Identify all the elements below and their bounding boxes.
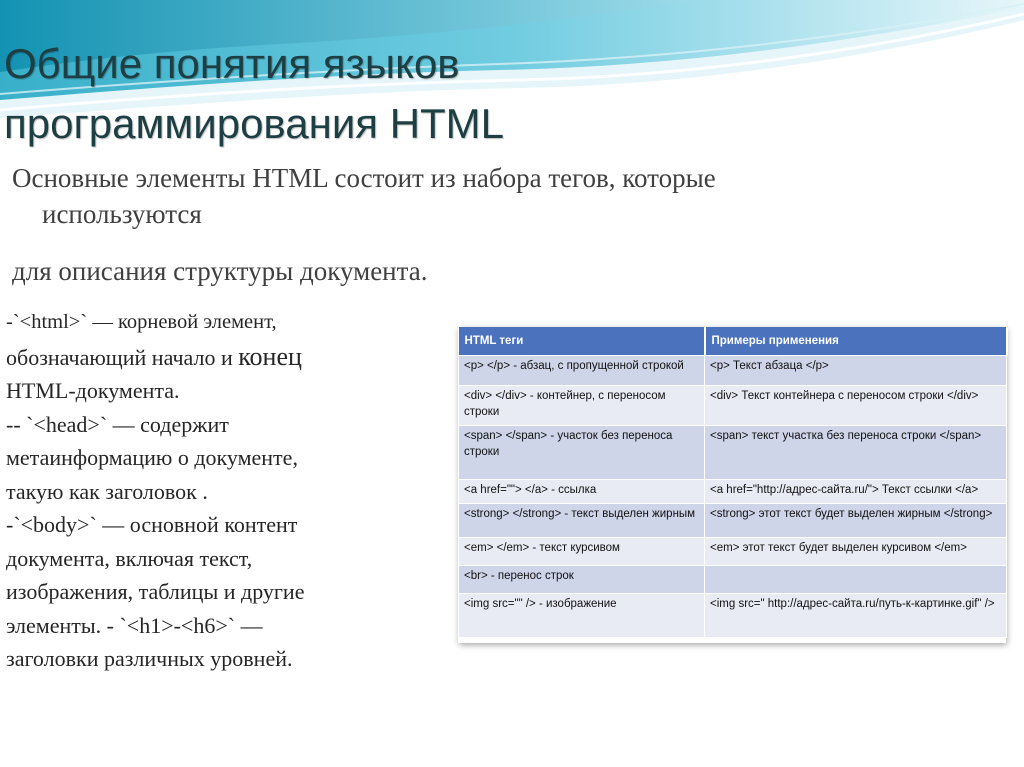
title-line-1: Общие понятия языков (4, 40, 460, 87)
table-cell: <div> </div> - контейнер, с переносом строки (459, 386, 705, 426)
body-line: такую как заголовок . (6, 478, 208, 504)
body-line: HTML-документа. (6, 378, 180, 403)
column-header: Примеры применения (705, 327, 1007, 356)
table-cell: <strong> этот текст будет выделен жирным </strong> (705, 504, 1007, 538)
table-cell: <a href=""> </a> - ссылка (459, 480, 705, 504)
table-cell: <br> - перенос строк (459, 566, 705, 594)
table-cell: <img src=" http://адрес-сайта.ru/путь-к-картинке.gif" /> (705, 594, 1007, 638)
intro-line-1: Основные элементы HTML состоит из набора тегов, которые (12, 163, 716, 193)
table-cell: <span> </span> - участок без переноса строки (459, 426, 705, 480)
body-line: заголовки различных уровней. (6, 646, 293, 671)
column-header: HTML теги (459, 327, 705, 356)
table-row (459, 594, 1007, 638)
intro-paragraph (12, 160, 972, 289)
body-line: документа, включая текст, (6, 545, 253, 571)
body-line: элементы. - `<h1>-<h6>` — (6, 612, 263, 638)
table-cell: <span> текст участка без переноса строки </span> (705, 426, 1007, 480)
html-tags-table (458, 327, 1006, 643)
slide-title (4, 34, 724, 154)
table-cell: <p> </p> - абзац, с пропущенной строкой (459, 356, 705, 386)
table-cell: <div> Текст контейнера с переносом строки </div> (705, 386, 1007, 426)
table-cell: <em> </em> - текст курсивом (459, 538, 705, 566)
title-line-2: программирования HTML (4, 100, 505, 147)
body-line: метаинформацию о документе, (6, 445, 298, 470)
table-row (459, 480, 1007, 504)
table-row (459, 386, 1007, 426)
body-line: обозначающий начало и конец (6, 341, 302, 371)
body-line: -- `<head>` — содержит (6, 411, 229, 437)
table-cell (705, 566, 1007, 594)
intro-line-3: для описания структуры документа. (12, 256, 428, 286)
table-cell: <img src="" /> - изображение (459, 594, 705, 638)
table-cell: <strong> </strong> - текст выделен жирным (459, 504, 705, 538)
intro-line-2: используются (42, 199, 202, 229)
body-line: -`<body>` — основной контент (6, 512, 298, 537)
table-cell: <p> Текст абзаца </p> (705, 356, 1007, 386)
body-line: изображения, таблицы и другие (6, 579, 305, 604)
table-cell: <em> этот текст будет выделен курсивом </em> (705, 538, 1007, 566)
tags-description (6, 306, 436, 676)
table-row (459, 426, 1007, 480)
table-row (459, 566, 1007, 594)
table-cell: <a href="http://адрес-сайта.ru/"> Текст ссылки </a> (705, 480, 1007, 504)
table-row (459, 356, 1007, 386)
table-header-row (459, 327, 1007, 356)
table-row (459, 538, 1007, 566)
table-row (459, 504, 1007, 538)
body-line: -`<html>` — корневой элемент, (6, 311, 277, 333)
